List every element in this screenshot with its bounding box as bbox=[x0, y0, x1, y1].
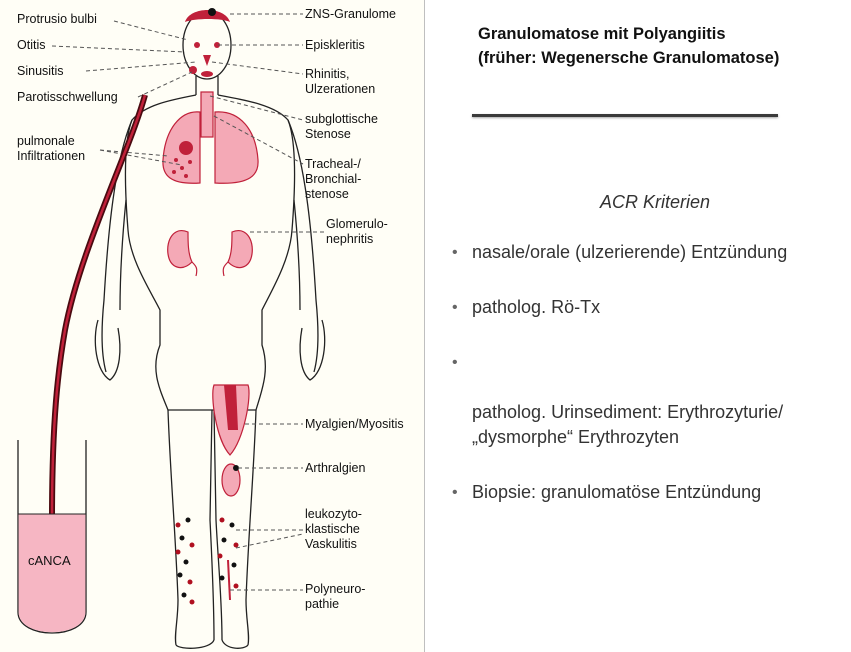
criteria-text: Biopsie: granulomatöse Entzündung bbox=[472, 482, 762, 502]
bullet-icon: • bbox=[452, 484, 458, 501]
bullet-icon: • bbox=[452, 299, 458, 316]
criteria-list bbox=[452, 240, 842, 505]
slide-title-line1: Granulomatose mit Polyangiitis bbox=[478, 25, 726, 43]
label-sinusitis: Sinusitis bbox=[17, 64, 64, 78]
label-episkleritis: Episkleritis bbox=[305, 38, 365, 52]
label-arthralgien: Arthralgien bbox=[305, 461, 366, 475]
title-rule bbox=[472, 114, 778, 117]
lung-right bbox=[215, 112, 258, 183]
criteria-text: patholog. Rö-Tx bbox=[472, 297, 601, 317]
eye-lesion-left bbox=[194, 42, 200, 48]
label-otitis: Otitis bbox=[17, 38, 46, 52]
trachea bbox=[201, 92, 213, 137]
criteria-item bbox=[452, 350, 842, 450]
label-glomerulonephritis: Glomerulo- nephritis bbox=[326, 217, 388, 246]
label-myalgien-myositis: Myalgien/Myositis bbox=[305, 417, 404, 431]
label-rhinitis: Rhinitis, Ulzerationen bbox=[305, 67, 376, 96]
bullet-icon: • bbox=[452, 354, 458, 371]
label-tracheal-bronchialstenose: Tracheal-/ Bronchial- stenose bbox=[305, 157, 362, 201]
kidney-left bbox=[168, 231, 192, 268]
ureters bbox=[192, 262, 228, 276]
kidney-right bbox=[228, 231, 252, 268]
label-canca: cANCA bbox=[28, 553, 71, 568]
label-protrusio-bulbi: Protrusio bulbi bbox=[17, 12, 97, 26]
label-pulmonale-infiltrationen: pulmonale Infiltrationen bbox=[17, 134, 86, 163]
brain-lesion bbox=[185, 8, 230, 22]
nose-lesion bbox=[203, 55, 211, 66]
slide-title-line2: (früher: Wegenersche Granulomatose) bbox=[478, 49, 780, 67]
label-parotisschwellung: Parotisschwellung bbox=[17, 90, 118, 104]
criteria-heading: ACR Kriterien bbox=[600, 192, 711, 212]
mouth-lesion bbox=[201, 71, 213, 77]
label-polyneuropathie: Polyneuro- pathie bbox=[305, 582, 366, 611]
label-zns-granulome: ZNS-Granulome bbox=[305, 7, 396, 21]
bullet-icon: • bbox=[452, 244, 458, 261]
criteria-item bbox=[452, 295, 842, 320]
leg-nerve bbox=[228, 560, 230, 600]
slide-title bbox=[478, 22, 779, 70]
lung-infiltrate bbox=[179, 141, 193, 155]
criteria-text: patholog. Urinsediment: Erythrozyturie/ „dysmorphe“ Erythrozyten bbox=[472, 402, 784, 447]
criteria-text: nasale/orale (ulzerierende) Entzündung bbox=[472, 242, 788, 262]
label-subglottische-stenose: subglottische Stenose bbox=[305, 112, 378, 141]
criteria-item bbox=[452, 480, 842, 505]
criteria-item bbox=[452, 240, 842, 265]
label-leukozytoklastische-vaskulitis: leukozyto- klastische Vaskulitis bbox=[305, 507, 362, 551]
